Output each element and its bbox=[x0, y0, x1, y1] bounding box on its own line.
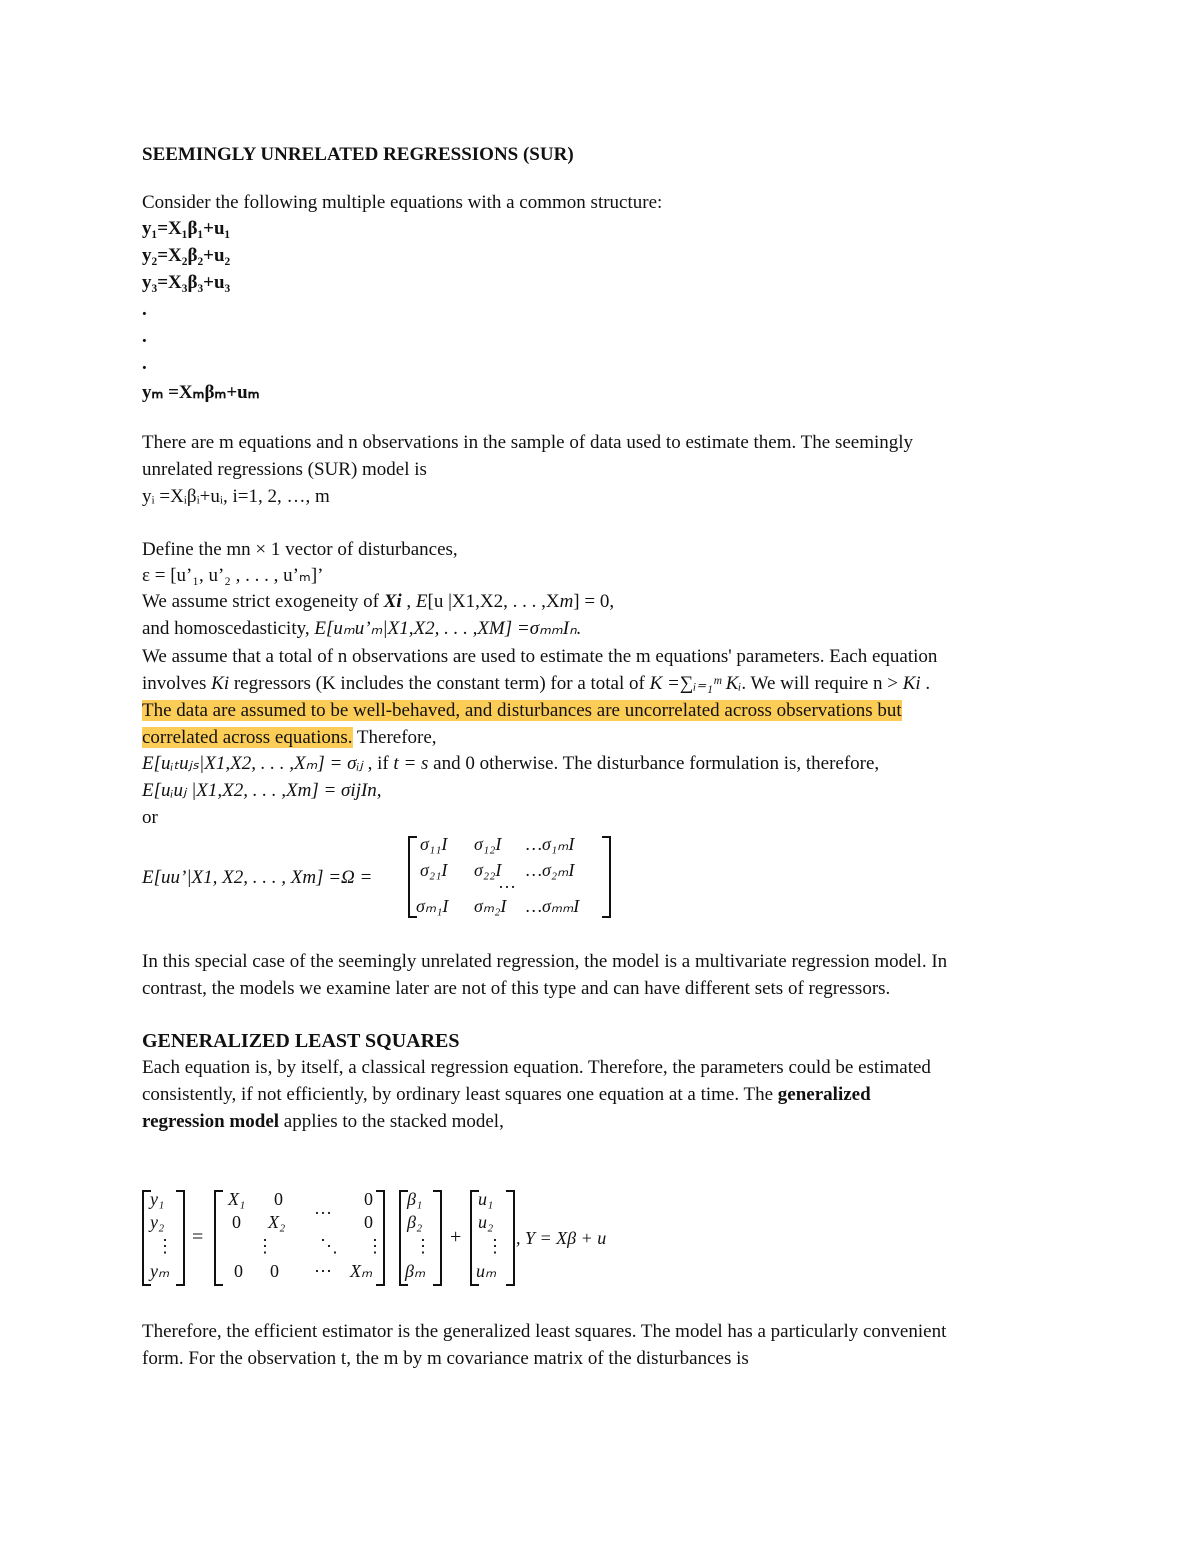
x-entry: 0 bbox=[364, 1212, 373, 1232]
x-entry: ⋯ bbox=[314, 1261, 332, 1281]
x-entry: 0 bbox=[364, 1189, 373, 1209]
equation-m: yₘ =Xₘβₘ+uₘ bbox=[142, 382, 260, 403]
omega-cell: σ₁₂I bbox=[474, 834, 502, 854]
omega-cell: …σ₁ₘI bbox=[526, 834, 575, 854]
text: generalized bbox=[777, 1084, 871, 1105]
text: We assume strict exogeneity of bbox=[142, 591, 384, 612]
ellipsis-dot-2: . bbox=[142, 326, 147, 347]
y-entry: y₂ bbox=[150, 1212, 165, 1232]
text: E[uᵢₜuⱼₛ|X1,X2, . . . ,Xₘ] = σᵢⱼ bbox=[142, 753, 363, 774]
x-entry: … bbox=[314, 1198, 332, 1218]
omega-cell: σ₂₁I bbox=[420, 860, 448, 880]
section2-line3 bbox=[142, 1110, 504, 1134]
para2-line1: Define the mn × 1 vector of disturbances, bbox=[142, 539, 458, 560]
text: t = s bbox=[393, 753, 429, 774]
text: Therefore, bbox=[352, 727, 437, 748]
para4-line1: Therefore, the efficient estimator is the generalized least squares. The model has a particularly convenient bbox=[142, 1321, 947, 1342]
para1-line2: unrelated regressions (SUR) model is bbox=[142, 459, 427, 480]
homoscedasticity-line bbox=[142, 617, 581, 641]
text: E bbox=[415, 591, 428, 612]
text: K =∑ᵢ₌₁ᵐ Kᵢ bbox=[649, 673, 742, 694]
omega-lhs bbox=[142, 866, 372, 890]
x-left-bracket bbox=[214, 1190, 223, 1286]
beta-entry: β₁ bbox=[407, 1189, 423, 1209]
text: m bbox=[559, 591, 574, 612]
plus-sign: + bbox=[450, 1226, 462, 1248]
omega-cell: σ₁₁I bbox=[420, 834, 448, 854]
covariance-line bbox=[142, 752, 879, 776]
text: , if bbox=[362, 753, 394, 774]
beta-entry: β₂ bbox=[407, 1212, 423, 1232]
section-heading: GENERALIZED LEAST SQUARES bbox=[142, 1030, 460, 1052]
ellipsis-dot-3: . bbox=[142, 353, 147, 374]
ellipsis-dot-1: . bbox=[142, 299, 147, 320]
para4-line2: form. For the observation t, the m by m covariance matrix of the disturbances is bbox=[142, 1348, 749, 1369]
text: involves bbox=[142, 673, 212, 694]
strict-exogeneity-line bbox=[142, 590, 614, 614]
text: [u |X1,X2, . . . ,X bbox=[427, 591, 560, 612]
equation-2: y₂=X₂β₂+u₂ bbox=[142, 245, 231, 266]
para3-line1: In this special case of the seemingly unrelated regression, the model is a multivariate regression model. In bbox=[142, 951, 948, 972]
x-entry: Xₘ bbox=[350, 1261, 373, 1281]
x-entry: 0 bbox=[232, 1212, 241, 1232]
intro-text: Consider the following multiple equations with a common structure: bbox=[142, 192, 663, 213]
omega-cell: σₘ₂I bbox=[474, 896, 507, 916]
u-right-bracket bbox=[506, 1190, 515, 1286]
text: regression model bbox=[142, 1111, 280, 1132]
beta-entry: ⋮ bbox=[414, 1236, 432, 1256]
page-title: SEEMINGLY UNRELATED REGRESSIONS (SUR) bbox=[142, 144, 574, 165]
para2-line5: We assume that a total of n observations are used to estimate the m equations' parameters. Each equation bbox=[142, 646, 938, 667]
y-right-bracket bbox=[176, 1190, 185, 1286]
text: E[uu’|X1, X2, . . . , Xm] =Ω = bbox=[142, 867, 373, 888]
x-entry: X₁ bbox=[228, 1189, 246, 1209]
section2-line2 bbox=[142, 1083, 871, 1107]
text: regressors (K includes the constant term) for a total of bbox=[229, 673, 650, 694]
y-entry: ⋮ bbox=[156, 1236, 174, 1256]
omega-cell: …σₘₘI bbox=[526, 896, 580, 916]
u-entry: ⋮ bbox=[486, 1236, 504, 1256]
highlighted-text: The data are assumed to be well-behaved, and disturbances are uncorrelated across observations but bbox=[142, 700, 902, 721]
text: applies to the stacked model, bbox=[279, 1111, 504, 1132]
u-entry: u₂ bbox=[478, 1212, 494, 1232]
text: consistently, if not efficiently, by ordinary least squares one equation at a time. The bbox=[142, 1084, 778, 1105]
para3-line2: contrast, the models we examine later are not of this type and can have different sets of regressors. bbox=[142, 978, 891, 999]
or-text: or bbox=[142, 807, 158, 828]
text: . We will require n > bbox=[741, 673, 903, 694]
text: E[uₘu’ₘ|X1,X2, . . . ,XM] =σₘₘIₙ. bbox=[314, 618, 582, 639]
y-entry: y₁ bbox=[150, 1189, 165, 1209]
x-entry: 0 bbox=[274, 1189, 283, 1209]
highlight-line2 bbox=[142, 726, 437, 750]
covariance-line-2 bbox=[142, 779, 382, 803]
y-entry: yₘ bbox=[150, 1261, 170, 1281]
omega-right-bracket bbox=[602, 836, 611, 918]
disturbance-vector: ε = [u’₁, u’₂ , . . . , u’ₘ]’ bbox=[142, 565, 324, 586]
x-entry: 0 bbox=[270, 1261, 279, 1281]
text: and 0 otherwise. The disturbance formulation is, therefore, bbox=[428, 753, 880, 774]
u-entry: u₁ bbox=[478, 1189, 494, 1209]
x-entry: 0 bbox=[234, 1261, 243, 1281]
text: and homoscedasticity, bbox=[142, 618, 315, 639]
highlighted-text: correlated across equations. bbox=[142, 727, 353, 748]
stacked-model-tail: , Y = Xβ + u bbox=[516, 1228, 607, 1248]
text: Ki bbox=[902, 673, 921, 694]
equation-1: y₁=X₁β₁+u₁ bbox=[142, 218, 231, 239]
omega-cell: σ₂₂I bbox=[474, 860, 502, 880]
text: Ki bbox=[211, 673, 230, 694]
beta-entry: βₘ bbox=[405, 1261, 426, 1281]
omega-cell: σₘ₁I bbox=[416, 896, 449, 916]
u-entry: uₘ bbox=[476, 1261, 497, 1281]
text: Xi bbox=[383, 591, 402, 612]
sur-model-equation: yᵢ =Xᵢβᵢ+uᵢ, i=1, 2, …, m bbox=[142, 486, 330, 507]
beta-right-bracket bbox=[433, 1190, 442, 1286]
x-entry: ⋮ bbox=[256, 1236, 274, 1256]
omega-vdots: … bbox=[498, 872, 516, 892]
text: . bbox=[920, 673, 931, 694]
equals-sign: = bbox=[192, 1226, 204, 1248]
x-entry: ⋮ bbox=[366, 1236, 384, 1256]
highlight-line1 bbox=[142, 699, 902, 723]
para1-line1: There are m equations and n observations in the sample of data used to estimate them. The seemingly bbox=[142, 432, 914, 453]
text: , bbox=[401, 591, 416, 612]
x-entry: ⋱ bbox=[320, 1236, 338, 1256]
equation-3: y₃=X₃β₃+u₃ bbox=[142, 272, 231, 293]
omega-cell: …σ₂ₘI bbox=[526, 860, 575, 880]
text: E[uᵢuⱼ |X1,X2, . . . ,Xm] = σijIn, bbox=[142, 780, 382, 801]
regressors-line bbox=[142, 672, 930, 696]
text: ] = 0, bbox=[573, 591, 615, 612]
x-entry: X₂ bbox=[268, 1212, 286, 1232]
section2-line1: Each equation is, by itself, a classical regression equation. Therefore, the parameters could be estimated bbox=[142, 1057, 931, 1078]
